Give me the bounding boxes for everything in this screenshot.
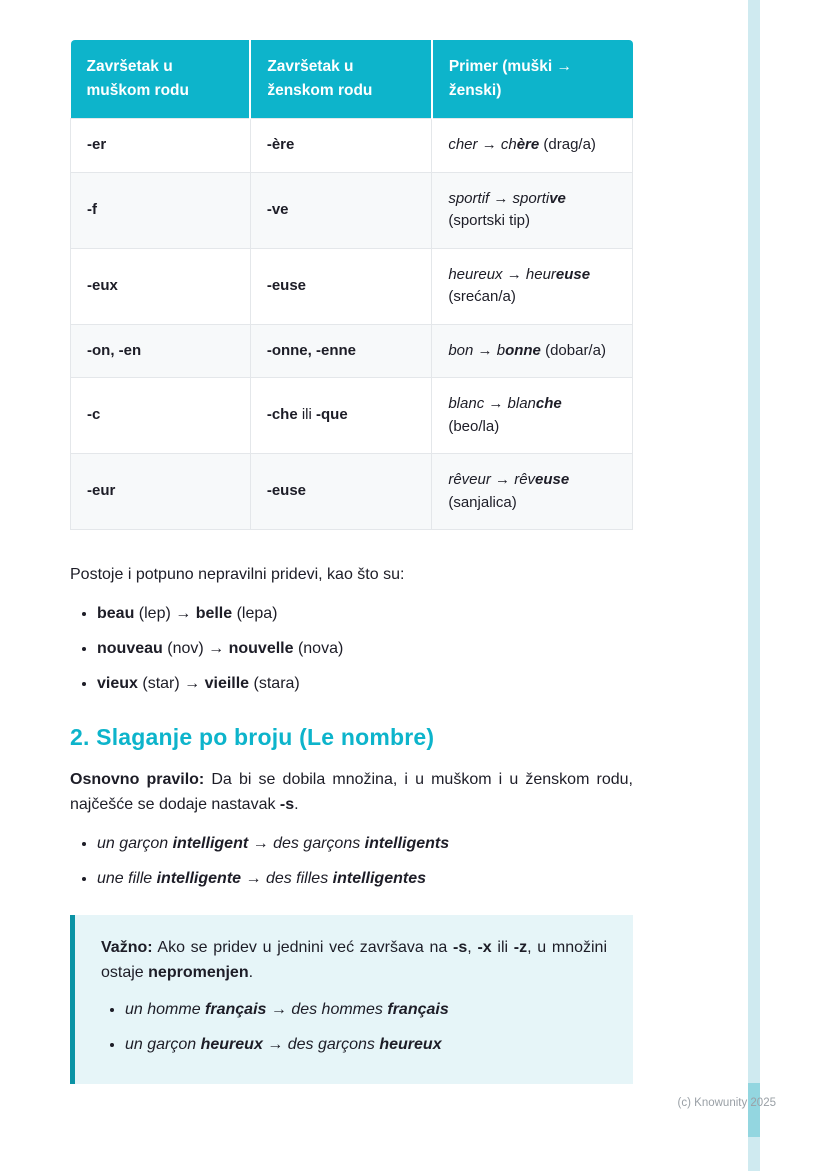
text-segment: (nova) <box>293 639 344 657</box>
text-segment: Važno: <box>101 938 153 956</box>
text-segment: cher → ch <box>448 136 517 154</box>
text-segment: → des garçons <box>248 834 365 852</box>
text-segment: → des garçons <box>262 1036 380 1053</box>
text-segment: bon → b <box>448 341 506 359</box>
table-row <box>71 119 633 173</box>
table-row <box>71 248 633 324</box>
cell-feminine <box>250 378 432 454</box>
text-segment: (nov) → <box>162 639 229 657</box>
cell-feminine <box>250 119 432 173</box>
cell-feminine <box>250 454 432 530</box>
text-segment: Osnovno pravilo: <box>70 770 205 788</box>
text-segment: . <box>294 796 299 814</box>
cell-masculine <box>71 119 251 173</box>
cell-masculine <box>71 454 251 530</box>
text-segment: -on, -en <box>87 341 142 359</box>
list-item <box>125 998 607 1022</box>
number-examples-list <box>70 832 633 891</box>
text-segment: (srećan/a) <box>448 288 516 306</box>
text-segment: intelligent <box>172 834 249 852</box>
table-row <box>71 378 633 454</box>
adjective-endings-table <box>70 40 633 530</box>
text-segment: nouvelle <box>228 639 294 657</box>
text-segment: un homme <box>125 1001 206 1018</box>
table-header-masculine: Završetak u muškom rodu <box>71 40 251 119</box>
table-row <box>71 324 633 378</box>
text-segment: vieux <box>97 674 138 692</box>
text-segment: -z <box>513 938 528 956</box>
table-row <box>71 172 633 248</box>
list-item <box>97 602 633 626</box>
text-segment: (sanjalica) <box>448 493 517 511</box>
text-segment: un garçon <box>97 834 173 852</box>
cell-example <box>432 324 633 378</box>
text-segment: français <box>205 1001 267 1018</box>
text-segment: ili <box>297 406 317 424</box>
cell-example <box>432 454 633 530</box>
text-segment: -s <box>453 938 468 956</box>
callout-text <box>101 935 607 986</box>
text-segment: onne <box>505 341 541 359</box>
cell-feminine <box>250 324 432 378</box>
scrollbar-thumb[interactable] <box>748 1083 760 1137</box>
text-segment: (stara) <box>249 674 300 692</box>
cell-example <box>432 119 633 173</box>
text-segment: -f <box>87 200 97 218</box>
text-segment: heureux <box>379 1036 442 1053</box>
text-segment: (lepa) <box>232 604 278 622</box>
text-segment: intelligents <box>364 834 450 852</box>
text-segment: intelligente <box>156 869 242 887</box>
text-segment: -euse <box>266 482 307 500</box>
text-segment: -que <box>316 406 348 424</box>
text-segment: -onne, -enne <box>266 341 356 359</box>
text-segment: -eur <box>87 482 116 500</box>
text-segment: belle <box>195 604 233 622</box>
text-segment: (star) → <box>137 674 205 692</box>
table-header-row <box>71 40 633 119</box>
text-segment: che <box>535 395 562 413</box>
text-segment: euse <box>535 471 570 489</box>
text-segment: nepromenjen <box>148 964 249 982</box>
text-segment: -c <box>87 406 101 424</box>
text-segment: (dobar/a) <box>540 341 606 359</box>
text-segment: -che <box>266 406 298 424</box>
text-segment: (lep) → <box>134 604 196 622</box>
cell-masculine <box>71 324 251 378</box>
text-segment: Ako se pridev u jednini već završava na <box>152 938 454 956</box>
cell-example <box>432 378 633 454</box>
text-segment: intelligentes <box>332 869 426 887</box>
cell-example <box>432 172 633 248</box>
text-segment: -s <box>279 796 295 814</box>
text-segment: rêveur → rêv <box>448 471 536 489</box>
cell-masculine <box>71 172 251 248</box>
text-segment: (sportski tip) <box>448 212 531 230</box>
text-segment: (drag/a) <box>539 136 596 154</box>
text-segment: euse <box>555 265 591 283</box>
text-segment: vieille <box>204 674 250 692</box>
table-row <box>71 454 633 530</box>
important-callout <box>70 915 633 1084</box>
text-segment: ve <box>549 189 566 207</box>
text-segment: -ère <box>266 136 295 154</box>
table-header-feminine: Završetak u ženskom rodu <box>250 40 432 119</box>
text-segment: ère <box>516 136 540 154</box>
text-segment: Da bi se dobila množina, i u muškom i u ženskom rodu, najčešće se dodaje nastavak <box>70 770 633 814</box>
text-segment: heureux → heur <box>448 265 556 283</box>
text-segment: blanc → blan <box>448 395 536 413</box>
cell-masculine <box>71 248 251 324</box>
text-segment: , <box>467 938 478 956</box>
text-segment: français <box>387 1001 449 1018</box>
text-segment: un garçon <box>125 1036 201 1053</box>
cell-masculine <box>71 378 251 454</box>
list-item <box>97 832 633 856</box>
text-segment: nouveau <box>97 639 163 657</box>
copyright-footer: (c) Knowunity 2025 <box>677 1097 776 1109</box>
callout-list <box>101 998 607 1057</box>
text-segment: une fille <box>97 869 157 887</box>
text-segment: -x <box>477 938 492 956</box>
list-item <box>125 1033 607 1057</box>
text-segment: , u množini ostaje <box>101 938 607 982</box>
rule-paragraph <box>70 767 633 818</box>
text-segment: -er <box>87 136 107 154</box>
document-content <box>70 40 633 1084</box>
list-item <box>97 672 633 696</box>
text-segment: → des filles <box>241 869 333 887</box>
text-segment: (beo/la) <box>448 417 500 435</box>
intro-paragraph: Postoje i potpuno nepravilni pridevi, kao što su: <box>70 566 405 584</box>
list-item <box>97 867 633 891</box>
text-segment: -euse <box>266 276 307 294</box>
text-segment: beau <box>97 604 135 622</box>
cell-example <box>432 248 633 324</box>
text-segment: ili <box>491 938 514 956</box>
scrollbar-track[interactable] <box>748 0 760 1171</box>
text-segment: heureux <box>200 1036 263 1053</box>
irregular-adjectives-list <box>70 602 633 696</box>
text-segment: -eux <box>87 276 118 294</box>
list-item <box>97 637 633 661</box>
text-segment: -ve <box>266 200 289 218</box>
text-segment: . <box>248 964 254 982</box>
section-heading: 2. Slaganje po broju (Le nombre) <box>70 723 435 750</box>
text-segment: → des hommes <box>266 1001 388 1018</box>
text-segment: sportif → sporti <box>448 189 550 207</box>
cell-feminine <box>250 248 432 324</box>
cell-feminine <box>250 172 432 248</box>
table-header-example: Primer (muški → ženski) <box>432 40 633 119</box>
